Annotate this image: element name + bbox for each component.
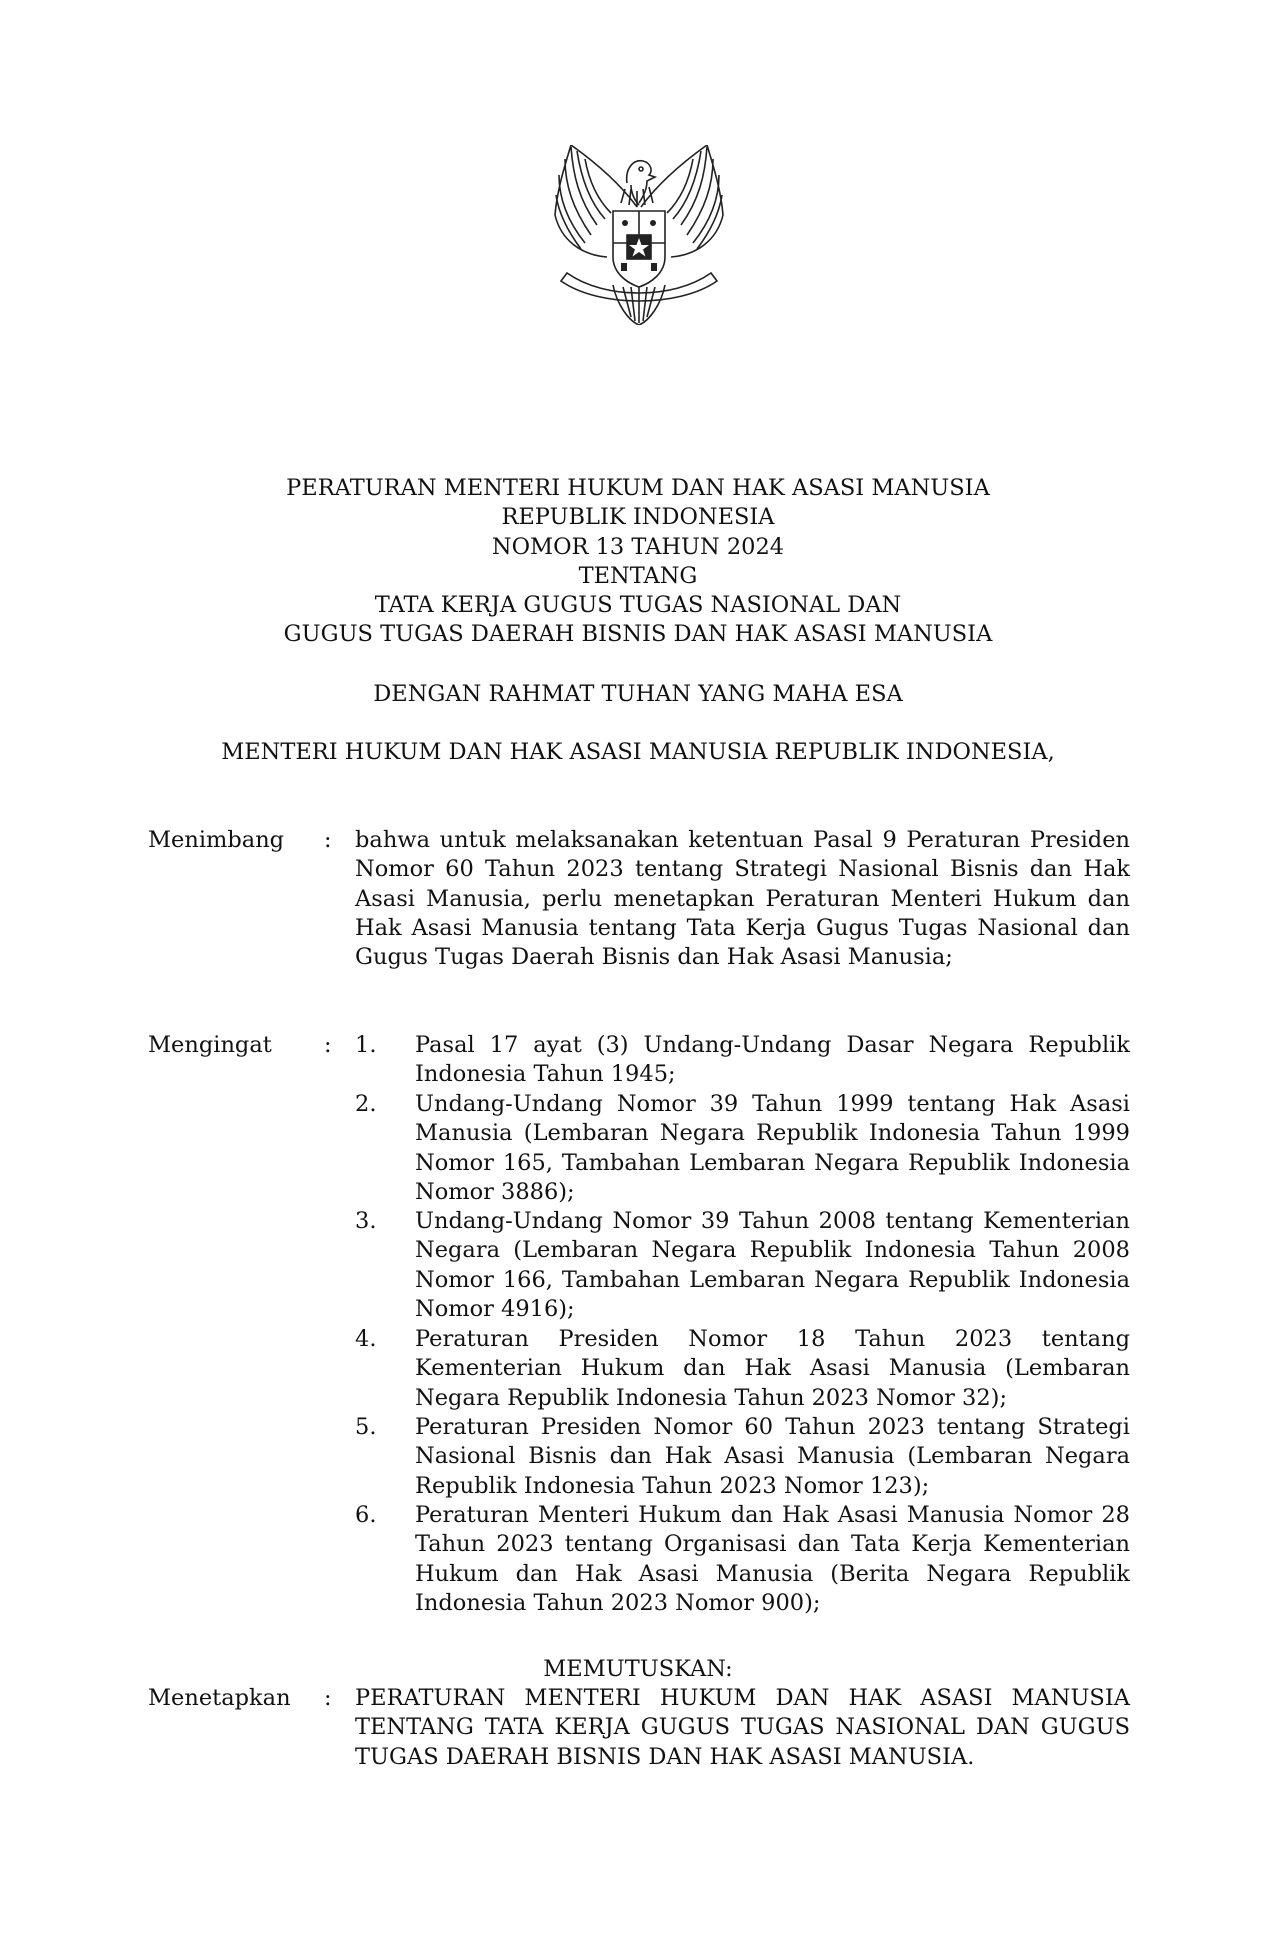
item-text: Peraturan Menteri Hukum dan Hak Asasi Manusia Nomor 28 Tahun 2023 tentang Organisasi dan Tata Kerja Kementerian Hukum dan Hak Asasi Manusia (Berita Negara Republik Indonesia Tahun 2023 Nomor 900); <box>415 1502 1130 1616</box>
menimbang-colon: : <box>324 827 332 853</box>
title-line-4: TENTANG <box>578 562 698 589</box>
mengingat-item-3 <box>355 1207 1130 1324</box>
menetapkan-text: PERATURAN MENTERI HUKUM DAN HAK ASASI MANUSIA TENTANG TATA KERJA GUGUS TUGAS NASIONAL DAN GUGUS TUGAS DAERAH BISNIS DAN HAK ASASI MANUSIA. <box>355 1685 1130 1770</box>
minister-line: MENTERI HUKUM DAN HAK ASASI MANUSIA REPUBLIK INDONESIA, <box>221 739 1055 765</box>
title-line-3: NOMOR 13 TAHUN 2024 <box>491 533 785 560</box>
mengingat-item-4 <box>355 1325 1130 1413</box>
document-title <box>0 474 1276 650</box>
menetapkan-label: Menetapkan <box>148 1685 291 1711</box>
mengingat-item-1 <box>355 1031 1130 1090</box>
item-number: 4. <box>355 1326 377 1352</box>
item-number: 2. <box>355 1091 377 1117</box>
item-number: 6. <box>355 1502 377 1528</box>
item-text: Peraturan Presiden Nomor 18 Tahun 2023 tentang Kementerian Hukum dan Hak Asasi Manusia (Lembaran Negara Republik Indonesia Tahun 2023 Nomor 32); <box>415 1326 1130 1411</box>
title-line-6: GUGUS TUGAS DAERAH BISNIS DAN HAK ASASI MANUSIA <box>283 621 993 648</box>
item-text: Undang-Undang Nomor 39 Tahun 1999 tentang Hak Asasi Manusia (Lembaran Negara Republik Indonesia Tahun 1999 Nomor 165, Tambahan Lembaran Negara Republik Indonesia Nomor 3886); <box>415 1091 1130 1205</box>
menimbang-label: Menimbang <box>148 827 285 853</box>
mengingat-colon: : <box>324 1032 332 1058</box>
mengingat-item-6 <box>355 1501 1130 1618</box>
mengingat-label: Mengingat <box>148 1032 272 1058</box>
item-text: Undang-Undang Nomor 39 Tahun 2008 tentang Kementerian Negara (Lembaran Negara Republik Indonesia Tahun 2008 Nomor 166, Tambahan Lembaran Negara Republik Indonesia Nomor 4916); <box>415 1208 1130 1322</box>
item-number: 1. <box>355 1032 377 1058</box>
item-number: 3. <box>355 1208 377 1234</box>
mengingat-item-2 <box>355 1090 1130 1207</box>
item-number: 5. <box>355 1414 377 1440</box>
memutuskan-heading: MEMUTUSKAN: <box>543 1656 733 1682</box>
title-line-1: PERATURAN MENTERI HUKUM DAN HAK ASASI MANUSIA <box>286 475 990 501</box>
menetapkan-colon: : <box>324 1685 332 1711</box>
menimbang-text: bahwa untuk melaksanakan ketentuan Pasal 9 Peraturan Presiden Nomor 60 Tahun 2023 tentang Strategi Nasional Bisnis dan Hak Asasi Manusia, perlu menetapkan Peraturan Menteri Hukum dan Hak Asasi Manusia tentang Tata Kerja Gugus Tugas Nasional dan Gugus Tugas Daerah Bisnis dan Hak Asasi Manusia; <box>355 827 1130 971</box>
mengingat-item-5 <box>355 1413 1130 1501</box>
title-line-2: REPUBLIK INDONESIA <box>501 504 775 531</box>
item-text: Peraturan Presiden Nomor 60 Tahun 2023 tentang Strategi Nasional Bisnis dan Hak Asasi Manusia (Lembaran Negara Republik Indonesia Tahun 2023 Nomor 123); <box>415 1414 1130 1499</box>
blessing-line: DENGAN RAHMAT TUHAN YANG MAHA ESA <box>373 681 903 707</box>
item-text: Pasal 17 ayat (3) Undang-Undang Dasar Negara Republik Indonesia Tahun 1945; <box>415 1032 1130 1088</box>
title-line-5: TATA KERJA GUGUS TUGAS NASIONAL DAN <box>374 592 902 619</box>
garuda-emblem-icon <box>551 145 727 325</box>
